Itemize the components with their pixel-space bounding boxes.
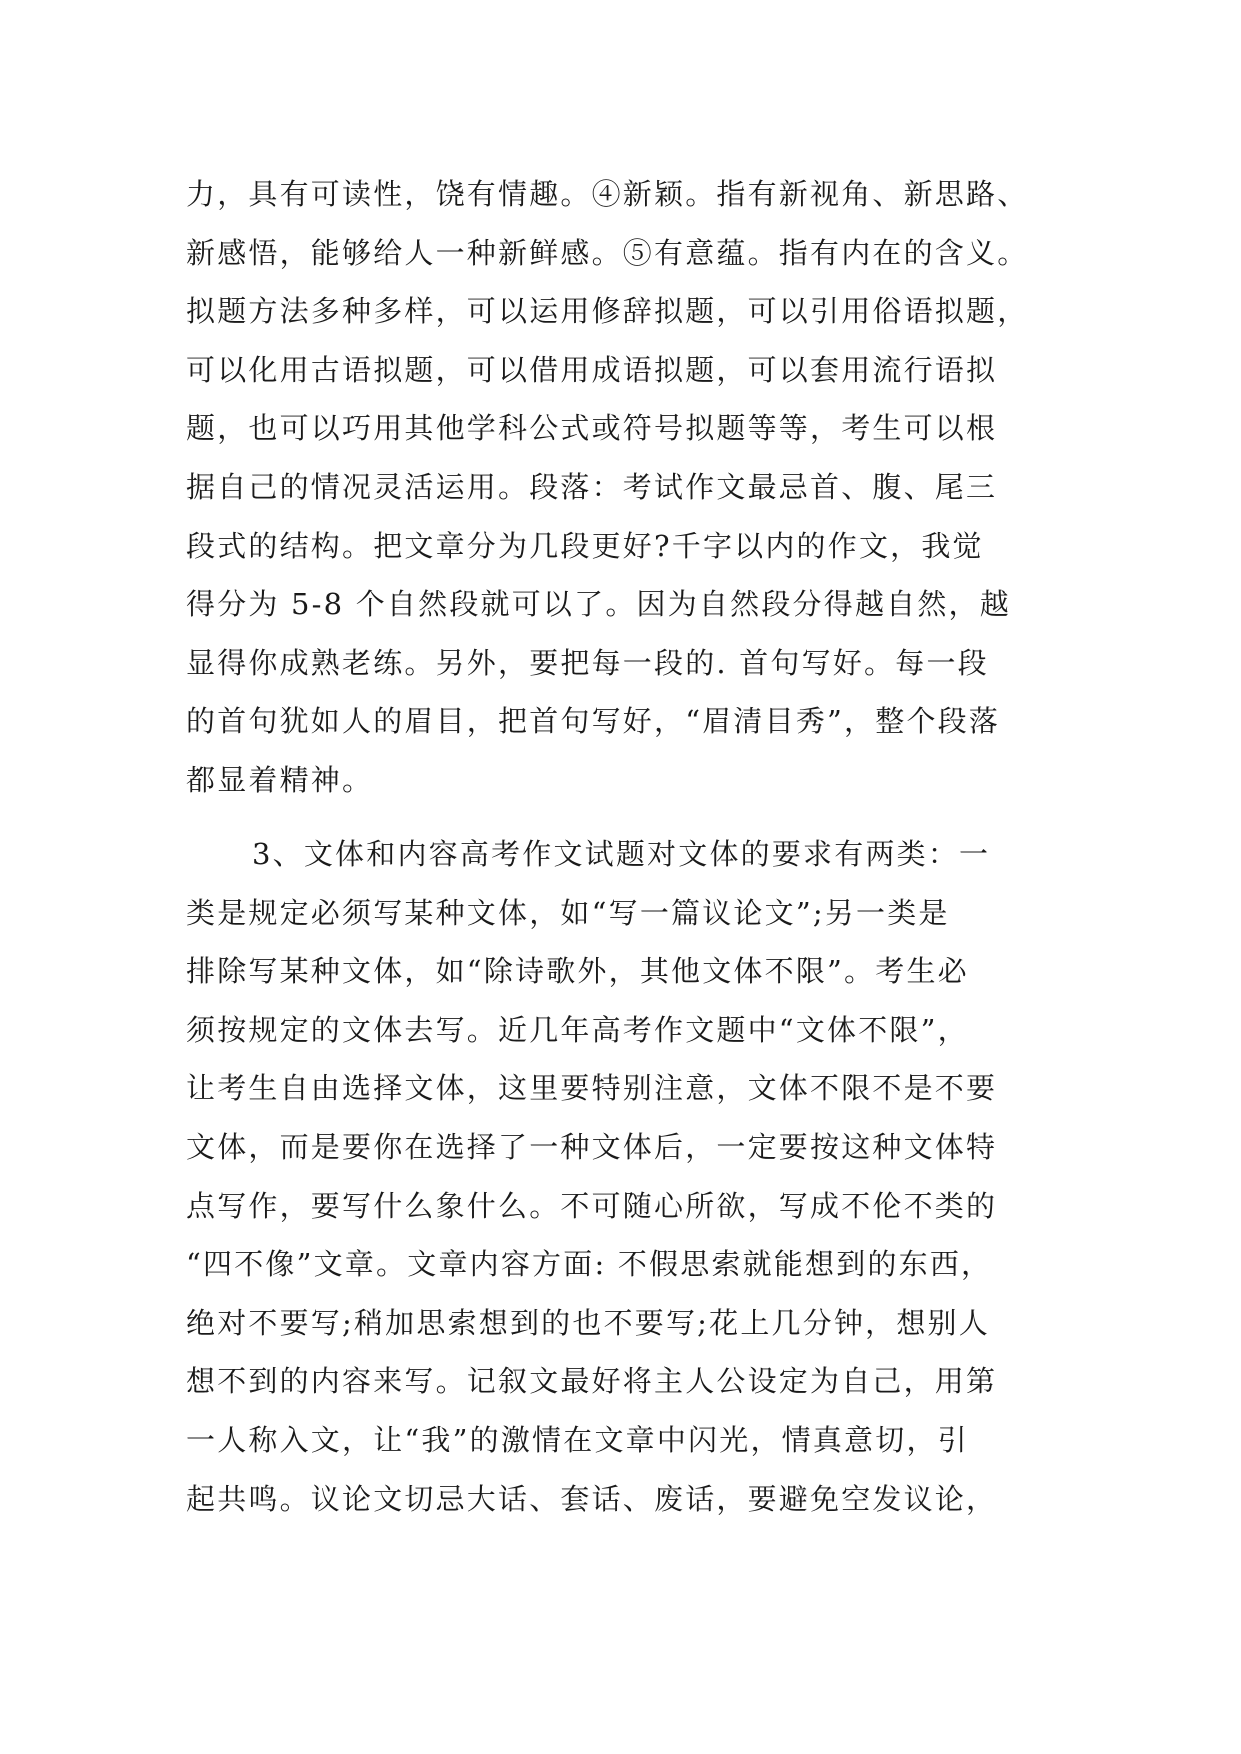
text-line: 可以化用古语拟题，可以借用成语拟题，可以套用流行语拟 <box>186 352 998 387</box>
paragraph-1 <box>186 165 1066 810</box>
text-line: 让考生自由选择文体，这里要特别注意，文体不限不是不要 <box>186 1071 998 1106</box>
text-line: 类是规定必须写某种文体，如“写一篇议论文”;另一类是 <box>186 895 950 930</box>
text-line: 起共鸣。议论文切忌大话、套话、废话，要避免空发议论， <box>186 1481 998 1516</box>
paragraph-2 <box>186 825 1066 1528</box>
text-line: 一人称入文，让“我”的激情在文章中闪光，情真意切，引 <box>186 1422 969 1457</box>
text-line: 力，具有可读性，饶有情趣。④新颖。指有新视角、新思路、 <box>186 177 1029 211</box>
text-line: 须按规定的文体去写。近几年高考作文题中“文体不限”， <box>186 1012 969 1047</box>
text-line: 点写作，要写什么象什么。不可随心所欲，写成不伦不类的 <box>186 1188 998 1223</box>
text-line: 据自己的情况灵活运用。段落：考试作文最忌首、腹、尾三 <box>186 469 998 504</box>
text-line: 得分为 5-8 个自然段就可以了。因为自然段分得越自然，越 <box>186 587 1011 622</box>
text-line: 绝对不要写;稍加思索想到的也不要写;花上几分钟，想别人 <box>186 1305 990 1340</box>
text-line: 段式的结构。把文章分为几段更好?千字以内的作文，我觉 <box>186 528 984 563</box>
text-line: 排除写某种文体，如“除诗歌外，其他文体不限”。考生必 <box>186 954 969 989</box>
text-line: 都显着精神。 <box>186 762 374 797</box>
text-line: 题，也可以巧用其他学科公式或符号拟题等等，考生可以根 <box>186 411 998 446</box>
text-line: 显得你成熟老练。另外，要把每一段的. 首句写好。每一段 <box>186 645 989 680</box>
text-line-indented: 3、文体和内容高考作文试题对文体的要求有两类：一 <box>252 837 991 871</box>
text-line: 想不到的内容来写。记叙文最好将主人公设定为自己，用第 <box>186 1364 998 1399</box>
text-line: 文体，而是要你在选择了一种文体后，一定要按这种文体特 <box>186 1129 998 1164</box>
text-line: “四不像”文章。文章内容方面: 不假思索就能想到的东西， <box>186 1247 993 1282</box>
text-line: 的首句犹如人的眉目，把首句写好，“眉清目秀”，整个段落 <box>186 704 1001 739</box>
text-line: 拟题方法多种多样，可以运用修辞拟题，可以引用俗语拟题， <box>186 294 1029 329</box>
text-line: 新感悟，能够给人一种新鲜感。⑤有意蕴。指有内在的含义。 <box>186 235 1029 270</box>
